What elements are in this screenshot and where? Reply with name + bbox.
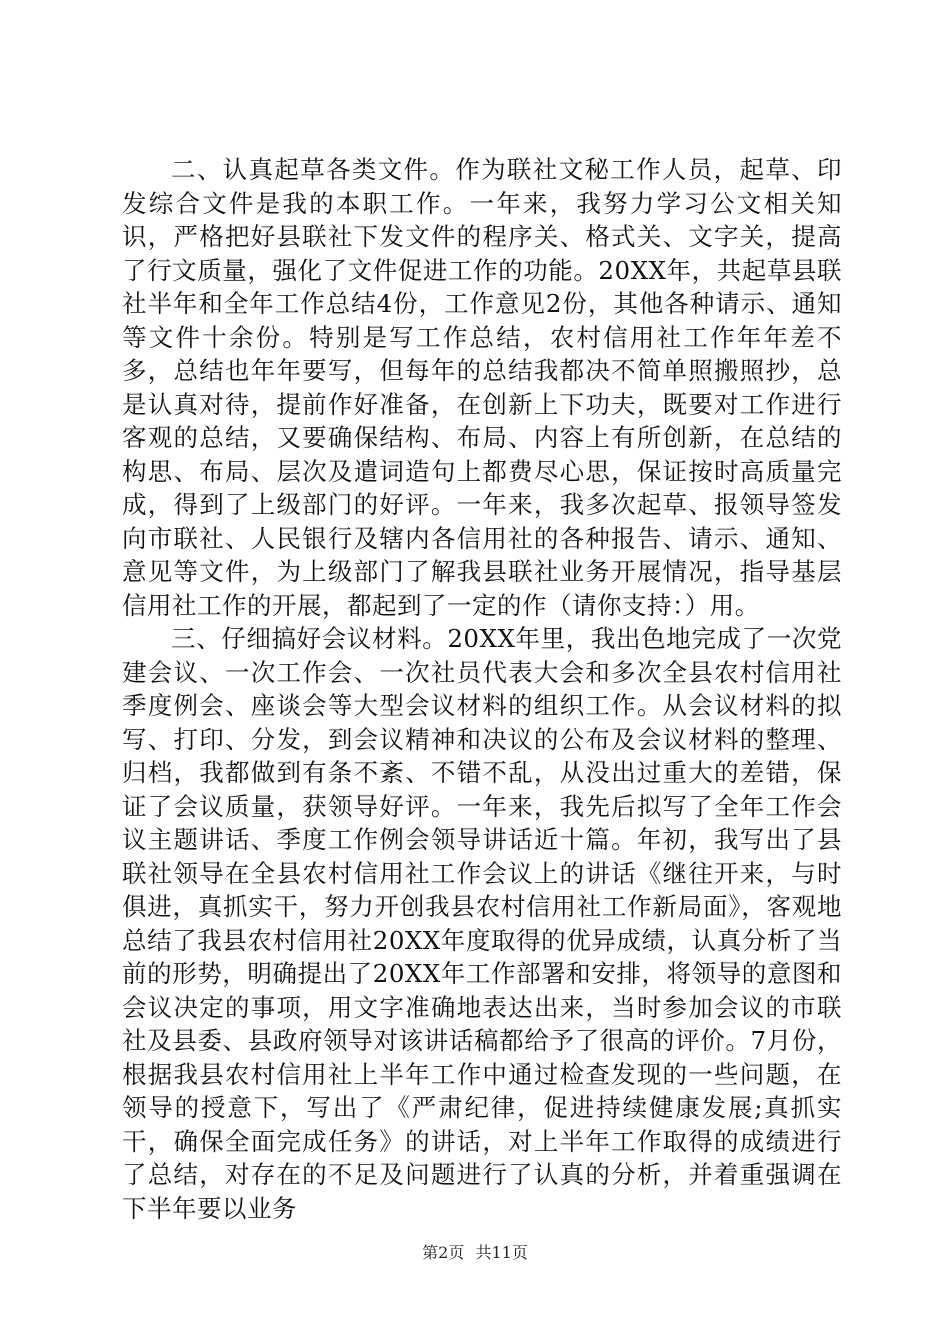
page-footer [0, 1240, 950, 1263]
document-body [122, 153, 842, 1225]
page-number-current: 第2页 [422, 1243, 465, 1262]
page-number-total: 共11页 [475, 1243, 528, 1262]
paragraph-drafting-documents: 二、认真起草各类文件。作为联社文秘工作人员，起草、印发综合文件是我的本职工作。一年来，我努力学习公文相关知识，严格把好县联社下发文件的程序关、格式关、文字关，提高了行文质量，强化了文件促进工作的功能。20XX年，共起草县联社半年和全年工作总结4份，工作意见2份，其他各种请示、通知等文件十余份。特别是写工作总结，农村信用社工作年年差不多，总结也年年要写，但每年的总结我都决不简单照搬照抄，总是认真对待，提前作好准备，在创新上下功夫，既要对工作进行客观的总结，又要确保结构、布局、内容上有所创新，在总结的构思、布局、层次及遣词造句上都费尽心思，保证按时高质量完成，得到了上级部门的好评。一年来，我多次起草、报领导签发向市联社、人民银行及辖内各信用社的各种报告、请示、通知、意见等文件，为上级部门了解我县联社业务开展情况，指导基层信用社工作的开展，都起到了一定的作（请你支持：）用。 [122, 155, 842, 620]
paragraph-meeting-materials: 三、仔细搞好会议材料。20XX年里，我出色地完成了一次党建会议、一次工作会、一次社员代表大会和多次全县农村信用社季度例会、座谈会等大型会议材料的组织工作。从会议材料的拟写、打印、分发，到会议精神和决议的公布及会议材料的整理、归档，我都做到有条不紊、不错不乱，从没出过重大的差错，保证了会议质量，获领导好评。一年来，我先后拟写了全年工作会议主题讲话、季度工作例会领导讲话近十篇。年初，我写出了县联社领导在全县农村信用社工作会议上的讲话《继往开来，与时俱进，真抓实干，努力开创我县农村信用社工作新局面》，客观地总结了我县农村信用社20XX年度取得的优异成绩，认真分析了当前的形势，明确提出了20XX年工作部署和安排，将领导的意图和会议决定的事项，用文字准确地表达出来，当时参加会议的市联社及县委、县政府领导对该讲话稿都给予了很高的评价。7月份，根据我县农村信用社上半年工作中通过检查发现的一些问题，在领导的授意下，写出了《严肃纪律，促进持续健康发展;真抓实干，确保全面完成任务》的讲话，对上半年工作取得的成绩进行了总结，对存在的不足及问题进行了认真的分析，并着重强调在下半年要以业务 [122, 624, 842, 1223]
